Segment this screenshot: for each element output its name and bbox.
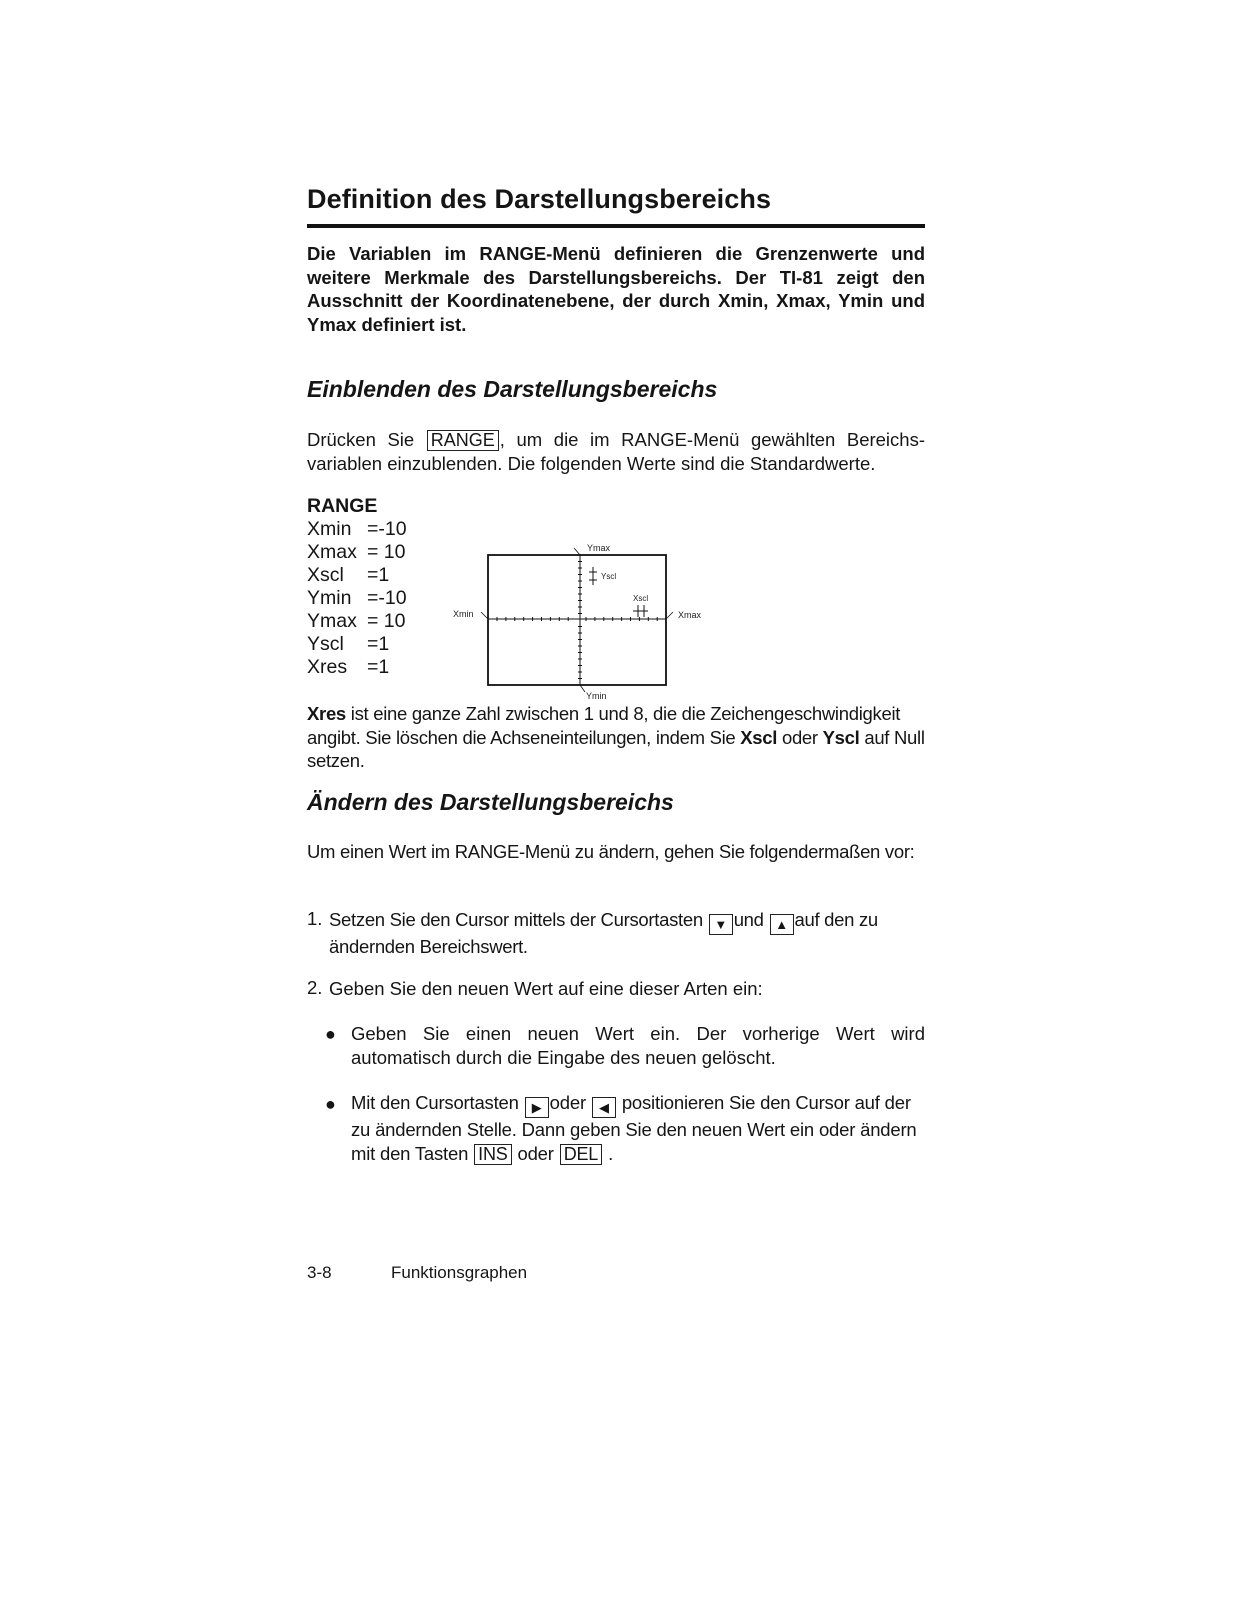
up-arrow-key-icon: ▲ xyxy=(770,914,794,935)
range-values-list xyxy=(307,518,407,679)
range-item: Ymin =-10 xyxy=(307,587,407,609)
xscl-marker xyxy=(633,605,648,617)
ins-key: INS xyxy=(474,1144,511,1165)
ymax-pointer xyxy=(574,548,580,555)
section-heading-show-range: Einblenden des Darstellungsbereichs xyxy=(307,376,718,402)
section1-paragraph xyxy=(307,428,925,475)
range-menu-title: RANGE xyxy=(307,495,378,517)
title-rule xyxy=(307,224,925,228)
section2-paragraph: Um einen Wert im RANGE-Menü zu ändern, gehen Sie folgendermaßen vor: xyxy=(307,841,915,862)
range-item: Ymax = 10 xyxy=(307,610,406,632)
step2-number: 2. xyxy=(307,977,323,998)
bullet2-text: Mit den Cursortasten ▶ oder ◀ positionieren Sie den Cursor auf der zu ändernden Stelle. Dann geben Sie den neuen Wert ein oder ändern mit den Tasten INS oder DEL . xyxy=(351,1092,917,1164)
range-key: RANGE xyxy=(427,430,499,451)
section1-text-after: , um die im RANGE-Menü gewählten Bereichs-variablen einzublenden. Die folgenden Werte sind die Standardwerte. xyxy=(307,429,925,474)
range-item: Yscl =1 xyxy=(307,633,390,655)
ymax-label: Ymax xyxy=(587,543,611,553)
yscl-marker xyxy=(589,567,597,585)
down-arrow-key-icon: ▼ xyxy=(709,914,733,935)
xmin-pointer xyxy=(481,612,488,619)
xscl-label: Xscl xyxy=(633,594,649,603)
yscl-label: Yscl xyxy=(601,572,617,581)
del-key: DEL xyxy=(560,1144,602,1165)
range-item: Xscl =1 xyxy=(307,564,390,586)
range-item: Xres =1 xyxy=(307,656,390,678)
page-title: Definition des Darstellungsbereichs xyxy=(307,184,772,214)
bullet-icon: ● xyxy=(325,1024,336,1044)
xmax-pointer xyxy=(666,612,673,619)
bullet-icon: ● xyxy=(325,1094,336,1114)
xres-paragraph: Xres ist eine ganze Zahl zwischen 1 und 8, die die Zeichengeschwindigkeit angibt. Sie löschen die Achseneinteilungen, indem Sie Xscl oder Yscl auf Null setzen. xyxy=(307,703,925,771)
section-heading-change-range: Ändern des Darstellungsbereichs xyxy=(307,789,674,815)
intro-paragraph: Die Variablen im RANGE-Menü definieren die Grenzenwerte und weitere Merkmale des Darstellungsbereichs. Der TI-81 zeigt den Ausschnitt der Koordinatenebene, der durch Xmin, Xmax, Ymin und Ymax definiert ist. xyxy=(307,243,925,335)
range-item: Xmin =-10 xyxy=(307,518,407,540)
step2-text: Geben Sie den neuen Wert auf eine dieser Arten ein: xyxy=(329,978,763,999)
step1-number: 1. xyxy=(307,908,323,929)
xmin-label: Xmin xyxy=(453,609,474,619)
left-arrow-key-icon: ◀ xyxy=(592,1097,616,1118)
bullet1-text: Geben Sie einen neuen Wert ein. Der vorherige Wert wird automatisch durch die Eingabe des neuen gelöscht. xyxy=(351,1023,925,1068)
section1-text-before: Drücken Sie xyxy=(307,429,415,450)
ymin-pointer xyxy=(580,685,585,692)
range-window-diagram xyxy=(440,535,720,705)
right-arrow-key-icon: ▶ xyxy=(525,1097,549,1118)
footer-page-number: 3-8 xyxy=(307,1263,332,1282)
step1-text: Setzen Sie den Cursor mittels der Cursortasten ▼ und ▲ auf den zu ändernden Bereichswert. xyxy=(329,909,878,957)
footer-chapter: Funktionsgraphen xyxy=(391,1263,528,1282)
range-item: Xmax = 10 xyxy=(307,541,406,563)
xmax-label: Xmax xyxy=(678,610,702,620)
ymin-label: Ymin xyxy=(586,691,607,701)
